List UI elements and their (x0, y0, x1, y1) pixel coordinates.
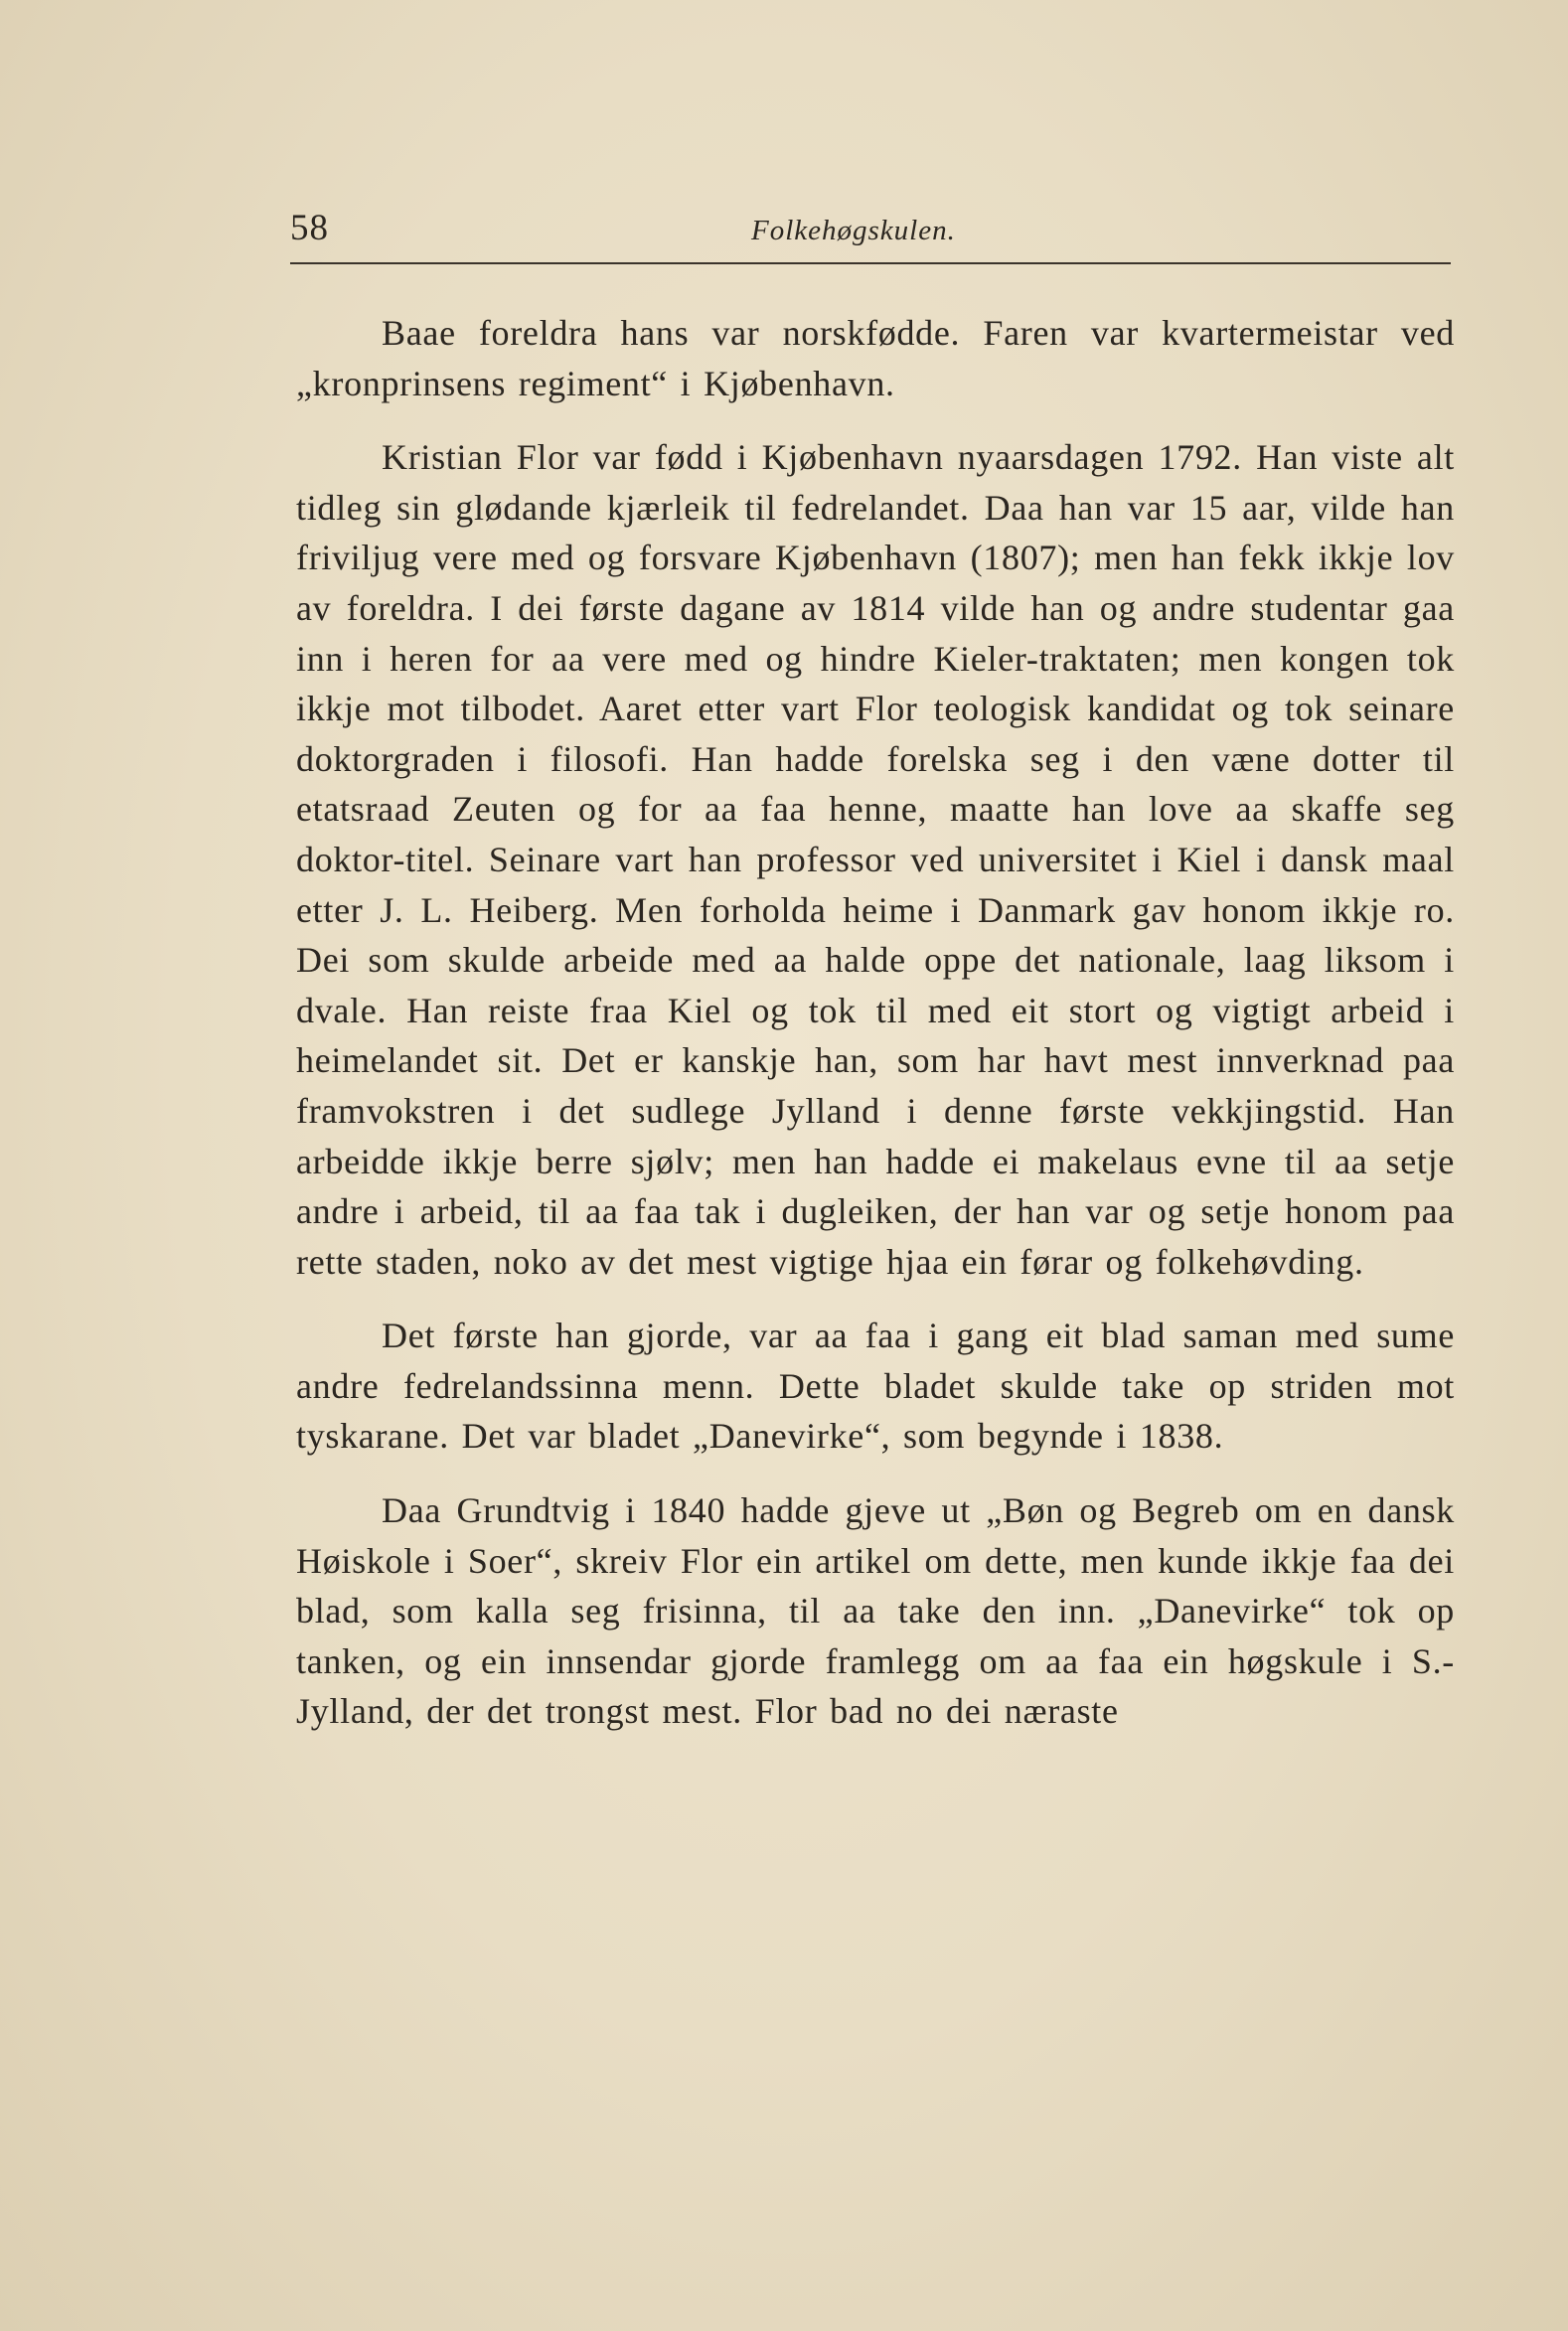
paragraph-2: Kristian Flor var fødd i Kjøbenhavn nyaarsdagen 1792. Han viste alt tidleg sin glødande kjærleik til fedrelandet. Daa han var 15 aar, vilde han friviljug vere med og forsvare Kjøbenhavn (1807); men han fekk ikkje lov av foreldra. I dei første dagane av 1814 vilde han og andre studentar gaa inn i heren for aa vere med og hindre Kieler-traktaten; men kongen tok ikkje mot tilbodet. Aaret etter vart Flor teologisk kandidat og tok seinare doktorgraden i filosofi. Han hadde forelska seg i den væne dotter til etatsraad Zeuten og for aa faa henne, maatte han love aa skaffe seg doktor-titel. Seinare vart han professor ved universitet i Kiel i dansk maal etter J. L. Heiberg. Men forholda heime i Danmark gav honom ikkje ro. Dei som skulde arbeide med aa halde oppe det nationale, laag liksom i dvale. Han reiste fraa Kiel og tok til med eit stort og vigtigt arbeid i heimelandet sit. Det er kanskje han, som har havt mest innverknad paa framvokstren i det sudlege Jylland i denne første vekkjingstid. Han arbeidde ikkje berre sjølv; men han hadde ei makelaus evne til aa setje andre i arbeid, til aa faa tak i dugleiken, der han var og setje honom paa rette staden, noko av det mest vigtige hjaa ein førar og folkehøvding. (296, 437, 1455, 1282)
header-rule (290, 262, 1451, 264)
page-header (290, 207, 1451, 256)
paragraph-4: Daa Grundtvig i 1840 hadde gjeve ut „Bøn og Begreb om en dansk Høiskole i Soer“, skreiv Flor ein artikel om dette, men kunde ikkje faa dei blad, som kalla seg frisinna, til aa take den inn. „Danevirke“ tok op tanken, og ein innsendar gjorde framlegg om aa faa ein høgskule i S.-Jylland, der det trongst mest. Flor bad no dei næraste (296, 1490, 1455, 1732)
paragraph-3: Det første han gjorde, var aa faa i gang eit blad saman med sume andre fedrelandssinna menn. Dette bladet skulde take op striden mot tyskarane. Det var bladet „Danevirke“, som begynde i 1838. (296, 1316, 1455, 1457)
running-title: Folkehøgskulen. (751, 215, 956, 246)
paragraph-1: Baae foreldra hans var norskfødde. Faren var kvartermeistar ved „kronprinsens regiment“ i Kjøbenhavn. (296, 313, 1455, 403)
page-number: 58 (290, 208, 329, 248)
body-text (296, 308, 1455, 1737)
